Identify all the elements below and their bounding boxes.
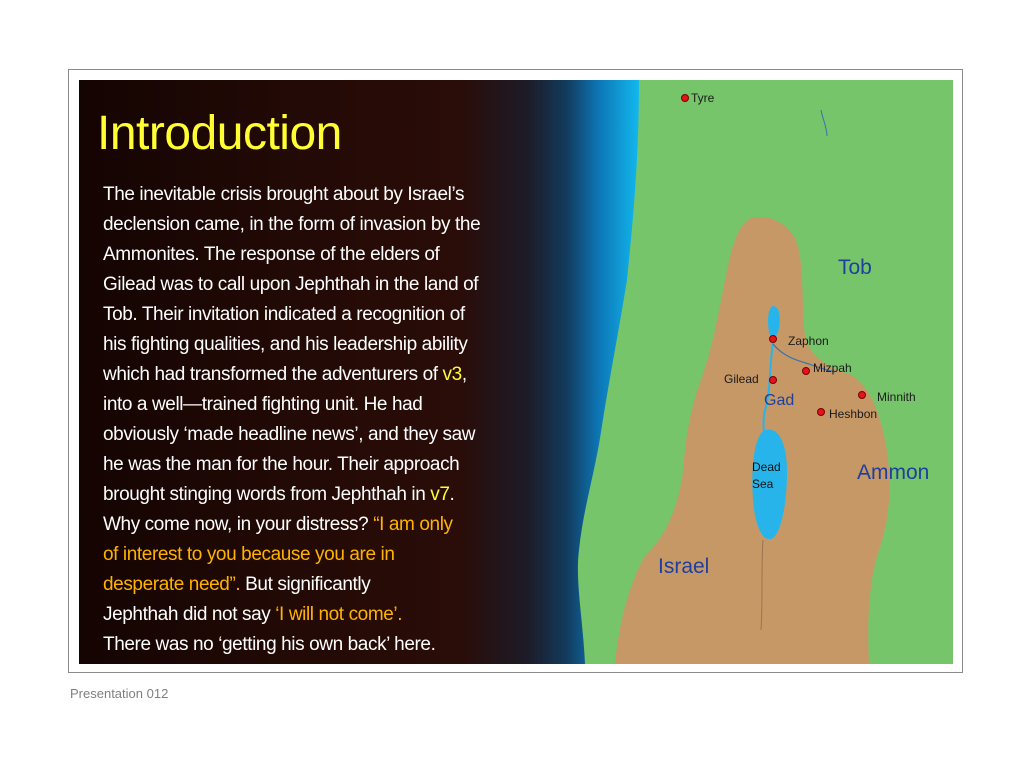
body-text-run: .: [449, 484, 455, 505]
dead-sea-label-line2: Sea: [752, 477, 774, 491]
body-text-run: Gilead was to call upon Jephthah in the land of: [103, 274, 479, 295]
highlighted-text-run: v3: [442, 364, 462, 385]
body-line: [103, 600, 583, 630]
dead-sea-label-line1: Dead: [752, 460, 781, 474]
body-line: [103, 540, 583, 570]
body-line: [103, 390, 583, 420]
minnith-marker: [858, 391, 866, 399]
highlighted-text-run: “I am only: [373, 514, 453, 535]
body-line: [103, 330, 583, 360]
body-line: [103, 450, 583, 480]
place-label-heshbon: Heshbon: [829, 407, 878, 421]
highlighted-text-run: ‘I will not come’.: [275, 604, 403, 625]
place-label-gilead: Gilead: [724, 372, 759, 386]
body-text-run: obviously ‘made headline news’, and they saw: [103, 424, 476, 445]
body-line: [103, 480, 583, 510]
body-line: [103, 300, 583, 330]
region-label-ammon: Ammon: [857, 461, 930, 484]
body-text-run: The inevitable crisis brought about by Israel’s: [103, 184, 465, 205]
body-text-run: Jephthah did not say: [103, 604, 276, 625]
body-text-run: he was the man for the hour. Their approach: [103, 454, 460, 475]
body-line: [103, 630, 583, 660]
body-text-run: which had transformed the adventurers of: [103, 364, 443, 385]
place-label-mizpah: Mizpah: [813, 361, 852, 375]
body-text-run: his fighting qualities, and his leadership ability: [103, 334, 468, 355]
slide-footer: Presentation 012: [70, 686, 169, 701]
zaphon-marker: [769, 335, 777, 343]
body-text-run: into a well—trained fighting unit. He had: [103, 394, 423, 415]
body-text-run: ,: [461, 364, 467, 385]
body-line: [103, 270, 583, 300]
body-line: [103, 570, 583, 600]
body-text-run: There was no ‘getting his own back’ here.: [103, 634, 436, 655]
region-label-gad: Gad: [764, 392, 795, 409]
body-text-run: brought stinging words from Jephthah in: [103, 484, 431, 505]
slide-body-text: [103, 180, 583, 660]
body-text-run: Tob. Their invitation indicated a recognition of: [103, 304, 465, 325]
region-label-tob: Tob: [838, 256, 872, 279]
mizpah-marker: [802, 367, 810, 375]
slide-title: Introduction: [97, 107, 342, 160]
region-label-israel: Israel: [658, 555, 710, 578]
highlighted-text-run: v7: [430, 484, 450, 505]
body-line: [103, 360, 583, 390]
body-text-run: Ammonites. The response of the elders of: [103, 244, 440, 265]
place-label-minnith: Minnith: [877, 390, 916, 404]
body-text-run: But significantly: [240, 574, 371, 595]
body-line: [103, 180, 583, 210]
body-line: [103, 210, 583, 240]
body-line: [103, 510, 583, 540]
tyre-marker: [681, 94, 689, 102]
heshbon-marker: [817, 408, 825, 416]
place-label-tyre: Tyre: [691, 91, 715, 105]
place-label-dead-sea: [752, 459, 781, 493]
slide: [79, 80, 953, 664]
body-line: [103, 240, 583, 270]
body-text-run: Why come now, in your distress?: [103, 514, 374, 535]
highlighted-text-run: desperate need”.: [103, 574, 241, 595]
gilead-marker: [769, 376, 777, 384]
place-label-zaphon: Zaphon: [788, 334, 829, 348]
highlighted-text-run: of interest to you because you are in: [103, 544, 395, 565]
body-line: [103, 420, 583, 450]
body-text-run: declension came, in the form of invasion by the: [103, 214, 481, 235]
